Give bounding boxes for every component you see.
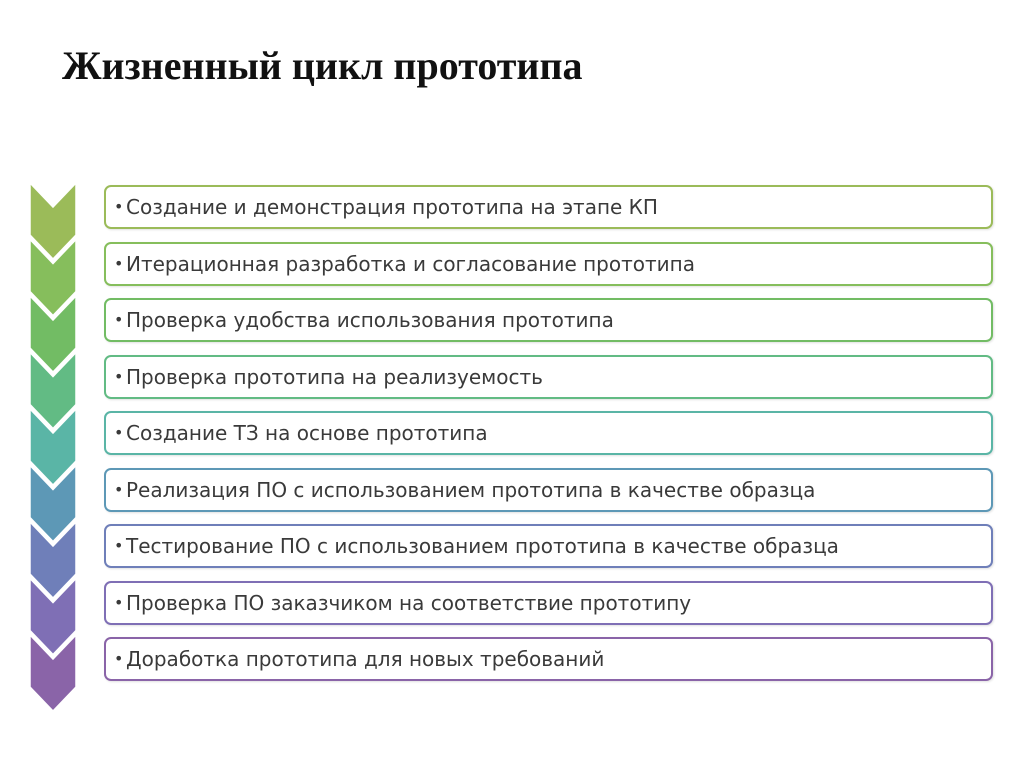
step-box bbox=[104, 581, 993, 625]
step-text: Проверка ПО заказчиком на соответствие прототипу bbox=[126, 590, 692, 615]
bullet-icon: • bbox=[114, 536, 124, 555]
step-box bbox=[104, 524, 993, 568]
step-text: Итерационная разработка и согласование прототипа bbox=[126, 251, 695, 276]
step-box bbox=[104, 185, 993, 229]
step-text: Проверка прототипа на реализуемость bbox=[126, 364, 543, 389]
step-box bbox=[104, 355, 993, 399]
chevron-column bbox=[27, 183, 107, 710]
bullet-icon: • bbox=[114, 310, 124, 329]
step-box bbox=[104, 298, 993, 342]
step-text: Создание и демонстрация прототипа на этапе КП bbox=[126, 195, 658, 219]
step-text: Доработка прототипа для новых требований bbox=[126, 647, 605, 671]
slide-title: Жизненный цикл прототипа bbox=[62, 43, 583, 88]
step-box bbox=[104, 637, 993, 681]
step-box bbox=[104, 242, 993, 286]
bullet-icon: • bbox=[114, 253, 124, 273]
bullet-icon: • bbox=[114, 423, 124, 442]
step-text: Реализация ПО с использованием прототипа в качестве образца bbox=[126, 477, 816, 502]
bullet-icon: • bbox=[114, 197, 124, 216]
step-box bbox=[104, 468, 993, 512]
bullet-icon: • bbox=[114, 592, 124, 612]
step-text: Создание ТЗ на основе прототипа bbox=[126, 421, 488, 445]
bullet-icon: • bbox=[114, 649, 124, 668]
step-text: Проверка удобства использования прототипа bbox=[126, 308, 614, 332]
bullet-icon: • bbox=[114, 366, 124, 386]
bullet-icon: • bbox=[114, 479, 124, 499]
step-box bbox=[104, 411, 993, 455]
lifecycle-diagram bbox=[27, 183, 972, 710]
step-text: Тестирование ПО с использованием прототипа в качестве образца bbox=[126, 534, 839, 558]
